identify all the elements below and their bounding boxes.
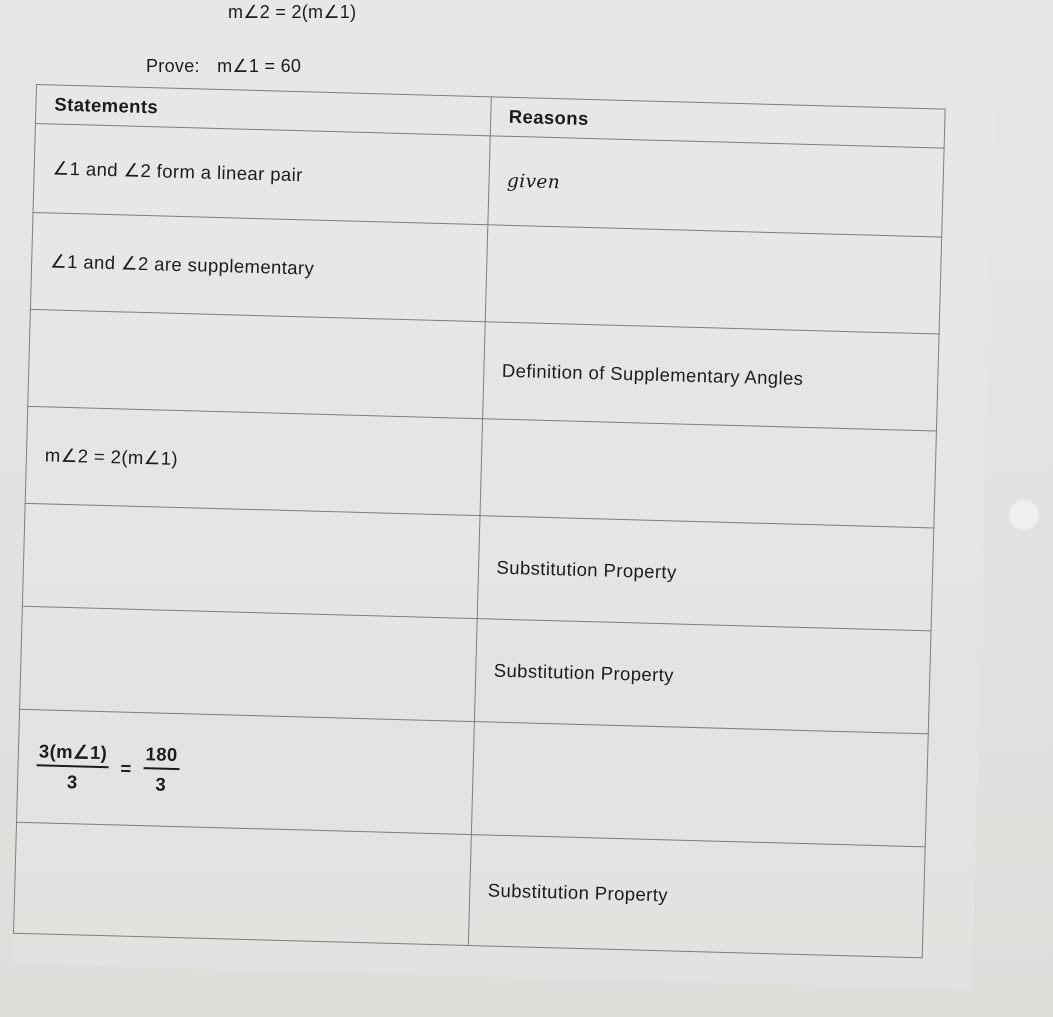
statement-cell-empty[interactable] <box>28 309 485 418</box>
equals-sign: = <box>120 757 132 779</box>
statement-cell: ∠1 and ∠2 are supplementary <box>30 212 487 321</box>
proof-table <box>13 84 946 958</box>
table-row <box>14 822 926 958</box>
statement-cell-empty[interactable] <box>22 503 479 618</box>
statement-cell-empty[interactable] <box>20 606 477 721</box>
reason-cell: Substitution Property <box>474 619 931 734</box>
reason-cell: Definition of Supplementary Angles <box>482 322 939 431</box>
statement-cell: ∠1 and ∠2 form a linear pair <box>33 123 490 224</box>
handwritten-reason-cell[interactable]: given <box>487 136 944 237</box>
reasons-header: Reasons <box>490 97 945 148</box>
left-denominator: 3 <box>66 771 78 793</box>
reason-cell: Substitution Property <box>468 835 925 958</box>
left-fraction <box>36 740 110 794</box>
reason-cell-empty[interactable] <box>479 419 936 528</box>
background-mark <box>1009 500 1039 530</box>
statement-cell-empty[interactable] <box>14 822 471 945</box>
proof-sheet <box>12 84 995 990</box>
left-numerator: 3(m∠1) <box>37 740 110 768</box>
right-fraction <box>142 743 179 796</box>
reason-cell-empty[interactable] <box>471 722 928 847</box>
right-numerator: 180 <box>143 743 180 770</box>
prove-line <box>146 56 301 77</box>
statement-cell: m∠2 = 2(m∠1) <box>25 406 482 515</box>
reason-cell-empty[interactable] <box>485 225 942 334</box>
right-denominator: 3 <box>155 773 167 795</box>
statement-cell-fraction <box>17 709 474 834</box>
reason-cell: Substitution Property <box>477 516 934 631</box>
given-statement: m∠2 = 2(m∠1) <box>228 2 357 22</box>
prove-statement: m∠1 = 60 <box>217 56 302 76</box>
statements-header: Statements <box>35 85 490 136</box>
prove-label: Prove: <box>146 56 200 76</box>
